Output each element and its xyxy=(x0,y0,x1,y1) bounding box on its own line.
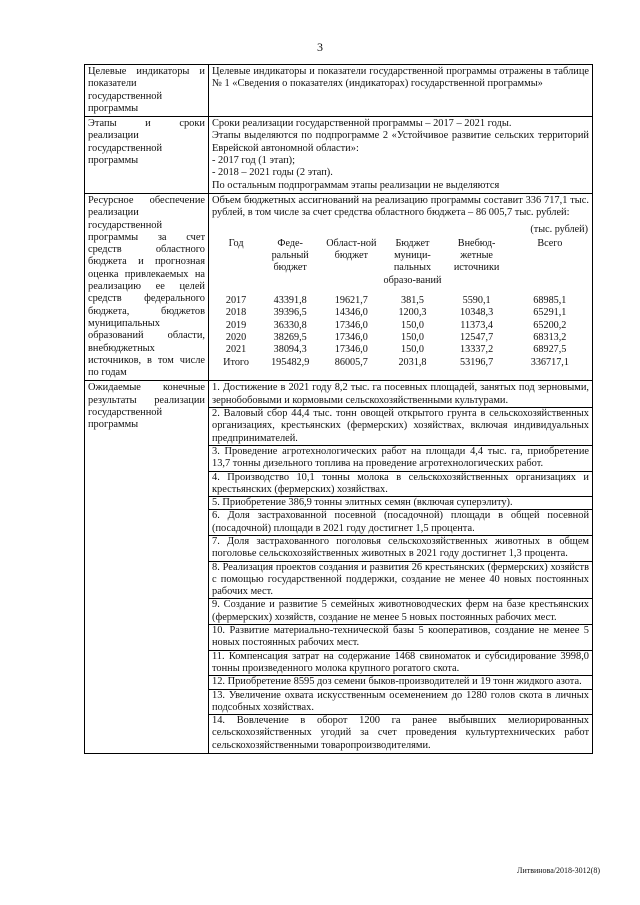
funding-cell: 68927,5 xyxy=(533,344,567,356)
funding-cell: 11373,4 xyxy=(460,319,493,331)
label-target-indicators: Целевые индикаторы и показатели государственной программы xyxy=(85,65,209,117)
funding-row xyxy=(212,344,589,356)
funding-cell: 17346,0 xyxy=(334,344,368,356)
funding-row xyxy=(212,357,589,369)
stages-line: - 2017 год (1 этап); xyxy=(212,155,295,167)
funding-cell: 2020 xyxy=(225,331,247,343)
result-item: 4. Производство 10,1 тонны молока в сельскохозяйственных организациях и крестьянских (фермерских) хозяйствах. xyxy=(209,471,592,497)
label-results: Ожидаемые конечные результаты реализации государственной программы xyxy=(85,381,209,754)
result-item: 3. Проведение агротехнологических работ на площади 4,4 тыс. га, приобретение 13,7 тонны дизельного топлива на проведение агротехнологических работ. xyxy=(209,445,592,471)
funding-header: Област-ной бюджет xyxy=(326,237,377,262)
funding-cell: 43391,8 xyxy=(273,295,307,307)
result-item: 14. Вовлечение в оборот 1200 га ранее выбывших мелиорированных сельскохозяйственных угодий за счет проведения культуртехнических работ сельскохозяйственными товаропроизводителями. xyxy=(209,714,592,752)
unit-label: (тыс. рублей) xyxy=(530,223,588,235)
resources-intro: Объем бюджетных ассигнований на реализацию программы составит 336 717,1 тыс. рублей, в том числе за счет средства областного бюджета – 86 005,7 тыс. рублей: xyxy=(212,194,589,219)
stages-line: По остальным подпрограммам этапы реализации не выделяются xyxy=(212,179,500,191)
funding-cell: 53196,7 xyxy=(460,356,494,368)
result-item: 9. Создание и развитие 5 семейных животноводческих ферм на базе крестьянских (фермерских) хозяйств, создание не менее 5 новых постоянных рабочих мест. xyxy=(209,598,592,624)
result-item: 1. Достижение в 2021 году 8,2 тыс. га посевных площадей, занятых под зерновыми, зернобобовыми и кормовыми сельскохозяйственными культурами. xyxy=(212,382,589,406)
funding-cell: 10348,3 xyxy=(460,307,494,319)
stages-line: - 2018 – 2021 годы (2 этап). xyxy=(212,167,333,179)
label-resources: Ресурсное обеспечение реализации государственной программы за счет средств областного бюджета и прогнозная оценка привлекаемых на реализацию ее целей средств федерального бюджета, бюджетов муниципальных образований области, внебюджетных источников, в том числе по годам xyxy=(85,193,209,380)
row-results xyxy=(85,381,593,754)
funding-cell: 381,5 xyxy=(401,295,424,307)
funding-header: Бюджет муници-пальных образо-ваний xyxy=(383,237,442,286)
result-item: 7. Доля застрахованного поголовья сельскохозяйственных животных в общем поголовье сельскохозяйственных животных в 2021 году достигнет 1,3 процента. xyxy=(209,535,592,561)
funding-cell: 39396,5 xyxy=(273,307,307,319)
program-passport-table xyxy=(84,64,593,754)
label-stages: Этапы и сроки реализации государственной программы xyxy=(85,117,209,194)
funding-cell: 65291,1 xyxy=(533,307,567,319)
funding-cell: 38094,3 xyxy=(273,344,307,356)
funding-cell: Итого xyxy=(223,356,249,368)
funding-cell: 2021 xyxy=(225,344,247,356)
content-resources xyxy=(209,193,593,380)
row-resources xyxy=(85,193,593,380)
result-item: 11. Компенсация затрат на содержание 1468 свиноматок и субсидирование 3998,0 тонны произведенного молока крупного рогатого скота. xyxy=(209,650,592,676)
funding-cell: 12547,7 xyxy=(460,331,494,343)
stages-line: Сроки реализации государственной программы – 2017 – 2021 годы. xyxy=(212,118,512,130)
funding-cell: 150,0 xyxy=(401,344,424,356)
funding-cell: 86005,7 xyxy=(334,356,368,368)
funding-cell: 2031,8 xyxy=(398,356,427,368)
content-results xyxy=(209,381,593,754)
funding-cell: 150,0 xyxy=(401,319,424,331)
funding-cell: 65200,2 xyxy=(533,319,567,331)
funding-header: Феде-ральный бюджет xyxy=(271,237,309,274)
funding-cell: 38269,5 xyxy=(273,331,307,343)
funding-header: Внебюд-жетные источники xyxy=(453,237,500,274)
funding-cell: 2019 xyxy=(225,319,247,331)
row-target-indicators xyxy=(85,65,593,117)
funding-cell: 1200,3 xyxy=(398,307,427,319)
result-item: 10. Развитие материально-технической базы 5 кооперативов, создание не менее 5 новых постоянных рабочих мест. xyxy=(209,624,592,650)
result-item: 12. Приобретение 8595 доз семени быков-производителей и 19 тонн жидкого азота. xyxy=(209,675,592,688)
funding-row xyxy=(212,332,589,344)
funding-cell: 150,0 xyxy=(401,331,424,343)
result-item: 6. Доля застрахованной посевной (посадочной) площади в общей посевной (посадочной) площади в 2021 году достигнет 1,5 процента. xyxy=(209,509,592,535)
funding-cell: 17346,0 xyxy=(334,319,368,331)
row-stages xyxy=(85,117,593,194)
funding-cell: 13337,2 xyxy=(460,344,494,356)
funding-cell: 68313,2 xyxy=(533,331,567,343)
result-item: 13. Увеличение охвата искусственным осеменением до 1280 голов скота в личных подсобных хозяйствах. xyxy=(209,689,592,715)
result-item: 5. Приобретение 386,9 тонны элитных семян (включая суперэлиту). xyxy=(209,496,592,509)
funding-row xyxy=(212,320,589,332)
footer-code: Литвинова/2018-3012(8) xyxy=(517,866,600,875)
result-item: 2. Валовый сбор 44,4 тыс. тонн овощей открытого грунта в сельскохозяйственных организациях, крестьянских (фермерских) хозяйствах, включая индивидуальных предпринимателей. xyxy=(209,407,592,445)
content-target-indicators: Целевые индикаторы и показатели государственной программы отражены в таблице № 1 «Сведения о показателях (индикаторах) государственной программы» xyxy=(209,65,593,117)
funding-cell: 5590,1 xyxy=(462,295,491,307)
funding-cell: 195482,9 xyxy=(271,356,310,368)
funding-cell: 14346,0 xyxy=(334,307,368,319)
page-number: 3 xyxy=(317,40,323,54)
funding-table xyxy=(212,224,589,369)
funding-row xyxy=(212,307,589,319)
funding-cell: 2018 xyxy=(225,307,247,319)
funding-cell: 19621,7 xyxy=(334,295,368,307)
funding-row xyxy=(212,295,589,307)
funding-header: Год xyxy=(228,237,244,249)
result-item: 8. Реализация проектов создания и развития 26 крестьянских (фермерских) хозяйств с помощью государственной поддержки, создание не менее 40 новых постоянных рабочих мест. xyxy=(209,561,592,599)
funding-header: Всего xyxy=(537,237,563,249)
funding-cell: 2017 xyxy=(225,295,247,307)
funding-cell: 36330,8 xyxy=(273,319,307,331)
funding-table-body xyxy=(212,295,589,369)
stages-line: Этапы выделяются по подпрограмме 2 «Устойчивое развитие сельских территорий Еврейской автономной области»: xyxy=(212,130,589,154)
funding-cell: 17346,0 xyxy=(334,331,368,343)
content-stages xyxy=(209,117,593,194)
funding-cell: 336717,1 xyxy=(530,356,569,368)
funding-cell: 68985,1 xyxy=(533,295,567,307)
